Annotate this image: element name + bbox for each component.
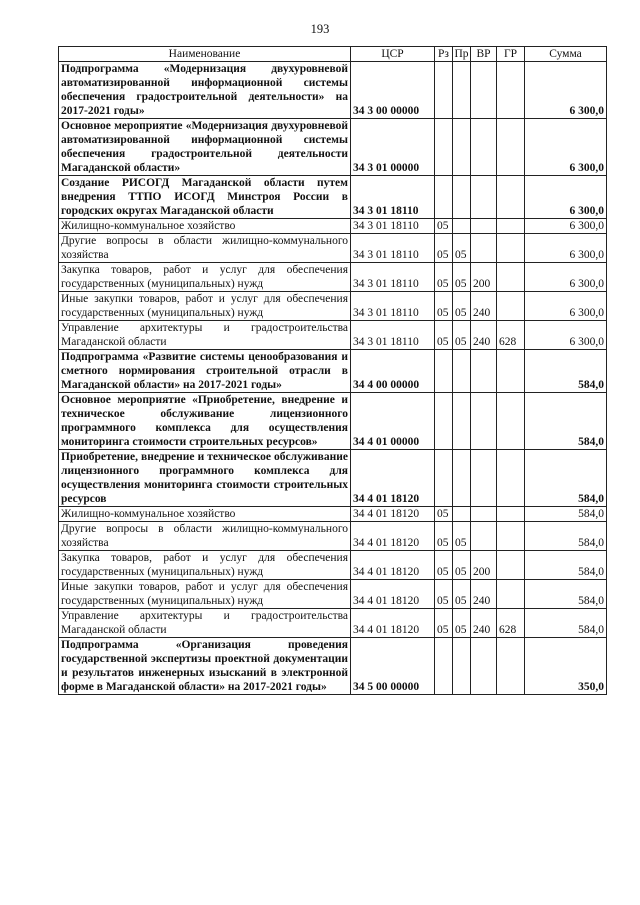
cell-rz <box>435 176 453 219</box>
cell-csr: 34 3 01 18110 <box>351 234 435 263</box>
cell-rz: 05 <box>435 551 453 580</box>
cell-pr <box>453 119 471 176</box>
cell-rz <box>435 62 453 119</box>
header-csr: ЦСР <box>351 47 435 62</box>
cell-sum: 6 300,0 <box>525 234 607 263</box>
cell-rz: 05 <box>435 263 453 292</box>
cell-vr: 240 <box>471 609 497 638</box>
cell-sum: 6 300,0 <box>525 263 607 292</box>
cell-gr <box>497 522 525 551</box>
cell-gr <box>497 450 525 507</box>
table-row <box>59 638 607 695</box>
cell-name: Иные закупки товаров, работ и услуг для обеспечения государственных (муниципальных) нужд <box>59 292 351 321</box>
table-row <box>59 119 607 176</box>
cell-csr: 34 4 01 18120 <box>351 609 435 638</box>
cell-pr <box>453 507 471 522</box>
cell-name: Иные закупки товаров, работ и услуг для обеспечения государственных (муниципальных) нужд <box>59 580 351 609</box>
table-row <box>59 522 607 551</box>
cell-vr: 240 <box>471 292 497 321</box>
cell-csr: 34 4 01 18120 <box>351 580 435 609</box>
cell-csr: 34 3 01 00000 <box>351 119 435 176</box>
table-row <box>59 292 607 321</box>
cell-csr: 34 4 00 00000 <box>351 350 435 393</box>
cell-csr: 34 3 01 18110 <box>351 321 435 350</box>
cell-name: Жилищно-коммунальное хозяйство <box>59 219 351 234</box>
cell-pr <box>453 219 471 234</box>
cell-vr <box>471 522 497 551</box>
cell-gr <box>497 580 525 609</box>
header-gr: ГР <box>497 47 525 62</box>
cell-sum: 584,0 <box>525 551 607 580</box>
cell-sum: 584,0 <box>525 450 607 507</box>
cell-vr <box>471 507 497 522</box>
table-row <box>59 176 607 219</box>
cell-csr: 34 4 01 18120 <box>351 551 435 580</box>
cell-csr: 34 3 01 18110 <box>351 263 435 292</box>
table-row <box>59 219 607 234</box>
cell-rz <box>435 350 453 393</box>
cell-csr: 34 4 01 18120 <box>351 522 435 551</box>
cell-name: Подпрограмма «Модернизация двухуровневой автоматизированной информационной системы обеспечения градостроительной деятельности» на 2017-2021 годы» <box>59 62 351 119</box>
cell-pr <box>453 638 471 695</box>
cell-vr: 200 <box>471 263 497 292</box>
cell-rz: 05 <box>435 321 453 350</box>
cell-gr: 628 <box>497 609 525 638</box>
table-row <box>59 321 607 350</box>
cell-rz: 05 <box>435 522 453 551</box>
cell-gr <box>497 292 525 321</box>
table-row <box>59 62 607 119</box>
cell-rz <box>435 393 453 450</box>
cell-vr <box>471 62 497 119</box>
cell-vr <box>471 176 497 219</box>
cell-gr <box>497 234 525 263</box>
cell-name: Подпрограмма «Развитие системы ценообразования и сметного нормирования строительной отрасли в Магаданской области» на 2017-2021 годы» <box>59 350 351 393</box>
cell-csr: 34 5 00 00000 <box>351 638 435 695</box>
cell-sum: 6 300,0 <box>525 321 607 350</box>
cell-sum: 6 300,0 <box>525 62 607 119</box>
table-row <box>59 609 607 638</box>
cell-csr: 34 3 00 00000 <box>351 62 435 119</box>
cell-csr: 34 4 01 18120 <box>351 450 435 507</box>
cell-rz: 05 <box>435 234 453 263</box>
cell-pr: 05 <box>453 292 471 321</box>
cell-pr: 05 <box>453 321 471 350</box>
cell-sum: 6 300,0 <box>525 119 607 176</box>
table-row <box>59 580 607 609</box>
cell-vr <box>471 450 497 507</box>
table-row <box>59 263 607 292</box>
cell-pr <box>453 176 471 219</box>
cell-rz: 05 <box>435 219 453 234</box>
table-row <box>59 234 607 263</box>
table-row <box>59 551 607 580</box>
cell-name: Другие вопросы в области жилищно-коммунального хозяйства <box>59 234 351 263</box>
table-row <box>59 393 607 450</box>
cell-pr: 05 <box>453 234 471 263</box>
cell-gr <box>497 119 525 176</box>
cell-rz <box>435 638 453 695</box>
cell-pr: 05 <box>453 263 471 292</box>
cell-name: Жилищно-коммунальное хозяйство <box>59 507 351 522</box>
cell-gr <box>497 350 525 393</box>
cell-name: Приобретение, внедрение и техническое обслуживание лицензионного программного комплекса для осуществления мониторинга стоимости строительных ресурсов <box>59 450 351 507</box>
cell-gr <box>497 551 525 580</box>
cell-gr <box>497 62 525 119</box>
cell-pr: 05 <box>453 522 471 551</box>
cell-name: Подпрограмма «Организация проведения государственной экспертизы проектной документации и результатов инженерных изысканий в электронной форме в Магаданской области» на 2017-2021 годы» <box>59 638 351 695</box>
table-row <box>59 350 607 393</box>
cell-pr: 05 <box>453 580 471 609</box>
cell-vr <box>471 393 497 450</box>
cell-gr <box>497 176 525 219</box>
header-sum: Сумма <box>525 47 607 62</box>
budget-table <box>58 46 607 695</box>
cell-vr <box>471 350 497 393</box>
header-pr: Пр <box>454 48 469 60</box>
cell-csr: 34 4 01 00000 <box>351 393 435 450</box>
cell-name: Другие вопросы в области жилищно-коммунального хозяйства <box>59 522 351 551</box>
cell-sum: 584,0 <box>525 393 607 450</box>
cell-sum: 584,0 <box>525 609 607 638</box>
cell-pr: 05 <box>453 609 471 638</box>
cell-sum: 584,0 <box>525 350 607 393</box>
cell-name: Управление архитектуры и градостроительства Магаданской области <box>59 609 351 638</box>
cell-csr: 34 3 01 18110 <box>351 176 435 219</box>
cell-vr: 240 <box>471 321 497 350</box>
header-rz: Рз <box>435 47 453 62</box>
cell-sum: 6 300,0 <box>525 176 607 219</box>
cell-name: Основное мероприятие «Модернизация двухуровневой автоматизированной информационной системы обеспечения градостроительной деятельности Магаданской области» <box>59 119 351 176</box>
cell-vr <box>471 219 497 234</box>
cell-pr <box>453 62 471 119</box>
cell-name: Создание РИСОГД Магаданской области путем внедрения ТТПО ИСОГД Минстроя России в городских округах Магаданской области <box>59 176 351 219</box>
cell-sum: 584,0 <box>525 580 607 609</box>
header-vr: ВР <box>471 47 497 62</box>
cell-gr <box>497 393 525 450</box>
cell-rz: 05 <box>435 580 453 609</box>
cell-vr: 200 <box>471 551 497 580</box>
cell-gr <box>497 638 525 695</box>
table-row <box>59 450 607 507</box>
cell-rz <box>435 119 453 176</box>
cell-sum: 584,0 <box>525 522 607 551</box>
cell-name: Закупка товаров, работ и услуг для обеспечения государственных (муниципальных) нужд <box>59 551 351 580</box>
header-name: Наименование <box>59 47 351 62</box>
cell-vr <box>471 638 497 695</box>
cell-csr: 34 3 01 18110 <box>351 292 435 321</box>
table-row <box>59 507 607 522</box>
cell-rz: 05 <box>435 507 453 522</box>
cell-pr: 05 <box>453 551 471 580</box>
cell-vr <box>471 119 497 176</box>
cell-gr <box>497 507 525 522</box>
cell-name: Основное мероприятие «Приобретение, внедрение и техническое обслуживание лицензионного программного комплекса для осуществления мониторинга стоимости строительных ресурсов» <box>59 393 351 450</box>
cell-sum: 6 300,0 <box>525 219 607 234</box>
cell-vr: 240 <box>471 580 497 609</box>
cell-rz: 05 <box>435 609 453 638</box>
cell-name: Управление архитектуры и градостроительства Магаданской области <box>59 321 351 350</box>
cell-pr <box>453 393 471 450</box>
table-header-row <box>59 47 607 62</box>
cell-gr <box>497 263 525 292</box>
cell-gr: 628 <box>497 321 525 350</box>
cell-sum: 6 300,0 <box>525 292 607 321</box>
cell-gr <box>497 219 525 234</box>
cell-sum: 584,0 <box>525 507 607 522</box>
cell-rz <box>435 450 453 507</box>
cell-name: Закупка товаров, работ и услуг для обеспечения государственных (муниципальных) нужд <box>59 263 351 292</box>
cell-vr <box>471 234 497 263</box>
page-number: 193 <box>310 22 330 36</box>
cell-pr <box>453 450 471 507</box>
cell-csr: 34 3 01 18110 <box>351 219 435 234</box>
cell-csr: 34 4 01 18120 <box>351 507 435 522</box>
cell-sum: 350,0 <box>525 638 607 695</box>
cell-pr <box>453 350 471 393</box>
cell-rz: 05 <box>435 292 453 321</box>
